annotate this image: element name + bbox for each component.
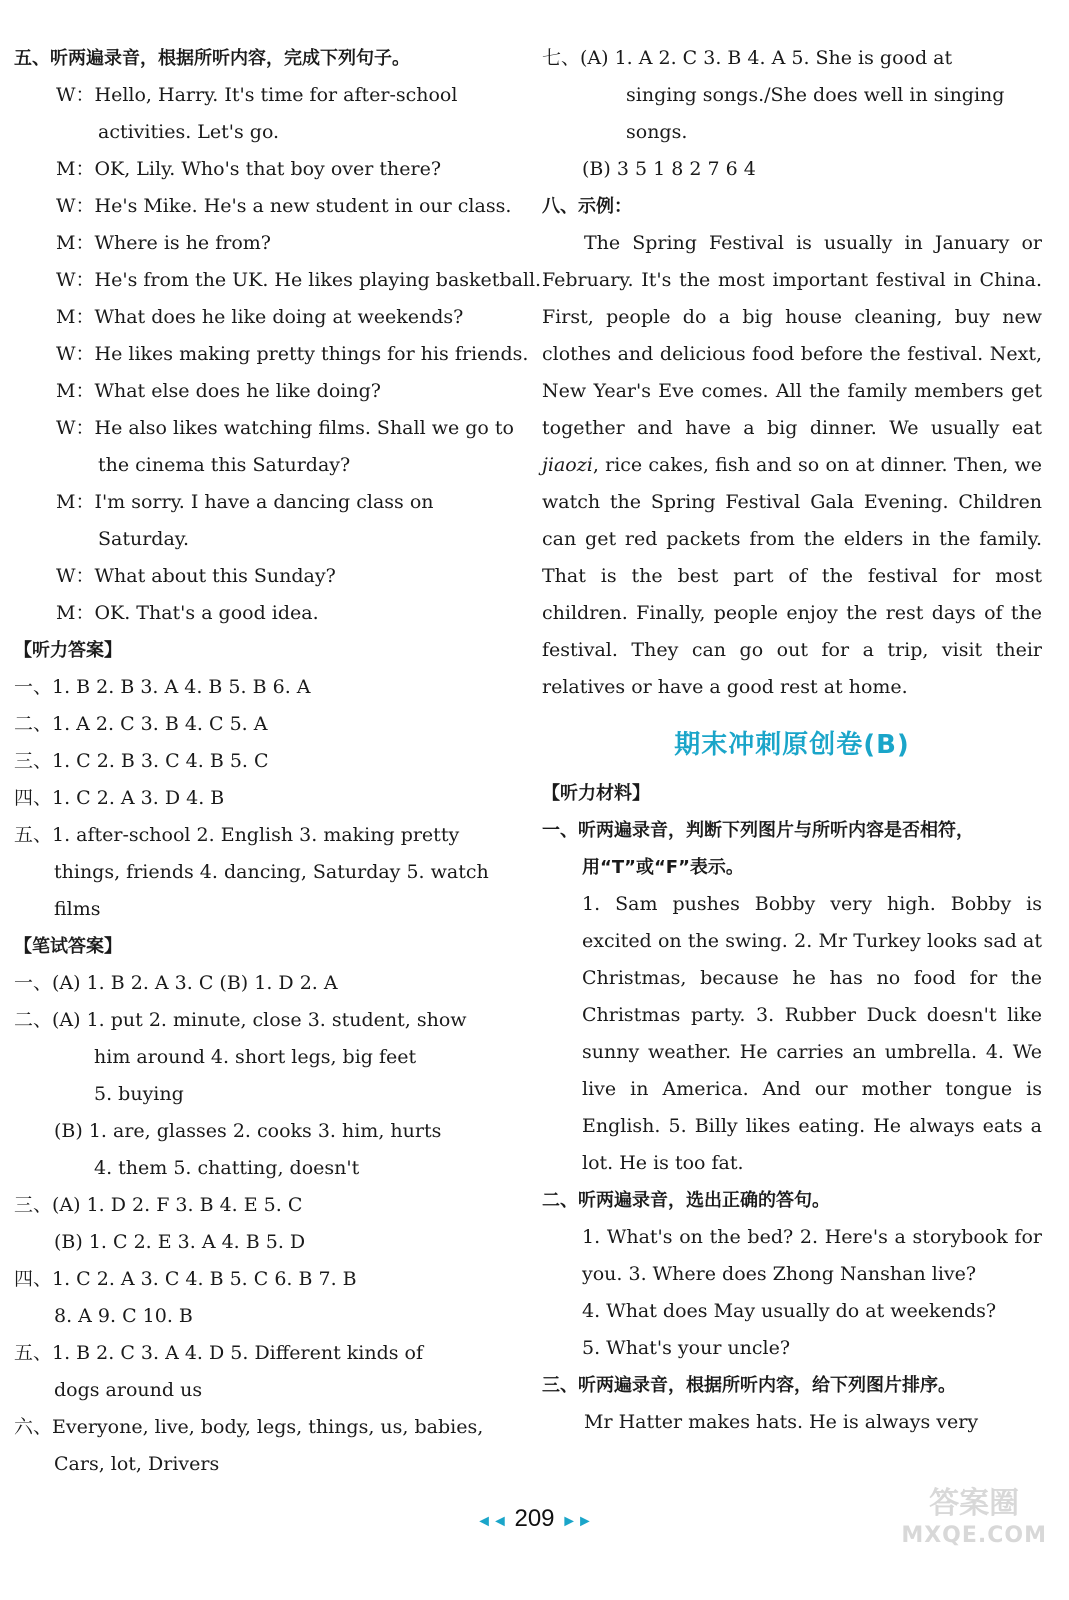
material-3-text bbox=[542, 1404, 1042, 1441]
dialogue-line: W：He likes making pretty things for his friends. bbox=[56, 343, 529, 365]
essay-text: The Spring Festival is usually in January or February. It's the most important festival in China. First, people do a big house cleaning, buy new clothes and delicious food before the festival. Next, New Year's Eve comes. All the family members get together and have a big dinner. We usually eat bbox=[542, 232, 1042, 439]
dialogue-line: the cinema this Saturday? bbox=[98, 454, 351, 476]
answer-line: things, friends 4. dancing, Saturday 5. watch bbox=[54, 861, 489, 883]
answer-line: 三、(A) 1. D 2. F 3. B 4. E 5. C bbox=[14, 1194, 303, 1216]
listening-material-header: 【听力材料】 bbox=[542, 783, 650, 804]
dialogue-line: M：OK. That's a good idea. bbox=[56, 602, 319, 624]
material-2-title: 二、听两遍录音，选出正确的答句。 bbox=[542, 1190, 830, 1211]
right-arrows-icon: ►► bbox=[561, 1513, 593, 1530]
left-arrows-icon: ◄◄ bbox=[476, 1513, 508, 1530]
section-8-title: 八、示例： bbox=[542, 196, 632, 217]
answer-line: singing songs./She does well in singing bbox=[626, 84, 1005, 106]
written-answers-header: 【笔试答案】 bbox=[14, 936, 122, 957]
answer-line: 二、(A) 1. put 2. minute, close 3. student, show bbox=[14, 1009, 467, 1031]
answer-line: 三、1. C 2. B 3. C 4. B 5. C bbox=[14, 750, 269, 772]
answer-line: 一、1. B 2. B 3. A 4. B 5. B 6. A bbox=[14, 676, 311, 698]
left-column bbox=[14, 40, 542, 1483]
answer-line: 一、(A) 1. B 2. A 3. C (B) 1. D 2. A bbox=[14, 972, 338, 994]
section-title: 期末冲刺原创卷(B) bbox=[674, 730, 910, 760]
dialogue-line: M：What else does he like doing? bbox=[56, 380, 381, 402]
section-5-title: 五、听两遍录音，根据所听内容，完成下列句子。 bbox=[14, 48, 410, 69]
answer-line: (B) 1. are, glasses 2. cooks 3. him, hurts bbox=[54, 1120, 442, 1142]
answer-line: him around 4. short legs, big feet bbox=[94, 1046, 417, 1068]
answer-line: films bbox=[54, 898, 101, 920]
dialogue-line: M：What does he like doing at weekends? bbox=[56, 306, 464, 328]
dialogue-line: Saturday. bbox=[98, 528, 190, 550]
material-3-line: Mr Hatter makes hats. He is always very bbox=[584, 1411, 979, 1433]
answer-line: (B) 3 5 1 8 2 7 6 4 bbox=[582, 158, 756, 180]
answer-line: dogs around us bbox=[54, 1379, 203, 1401]
answer-line: 五、1. after-school 2. English 3. making pretty bbox=[14, 824, 460, 846]
dialogue-line: W：Hello, Harry. It's time for after-school bbox=[56, 84, 458, 106]
answer-line: (B) 1. C 2. E 3. A 4. B 5. D bbox=[54, 1231, 306, 1253]
watermark-bottom: MXQE.COM bbox=[901, 1523, 1047, 1548]
answer-line: 六、Everyone, live, body, legs, things, us, babies, bbox=[14, 1416, 484, 1438]
listening-answers-header: 【听力答案】 bbox=[14, 640, 122, 661]
essay-text: , rice cakes, fish and so on at dinner. Then, we watch the Spring Festival Gala Evening. Children can get red packets from the elders in the family. That is the best part of the festival for most children. Finally, people enjoy the rest days of the festival. They can go out for a trip, visit their relatives or have a good rest at home. bbox=[542, 454, 1042, 698]
material-1-title-cont: 用“T”或“F”表示。 bbox=[582, 857, 744, 878]
right-column bbox=[542, 40, 1042, 1441]
dialogue-line: activities. Let's go. bbox=[98, 121, 280, 143]
material-1-title: 一、听两遍录音，判断下列图片与所听内容是否相符， bbox=[542, 820, 974, 841]
answer-line: 四、1. C 2. A 3. D 4. B bbox=[14, 787, 225, 809]
answer-line: 五、1. B 2. C 3. A 4. D 5. Different kinds of bbox=[14, 1342, 423, 1364]
essay-italic-word: jiaozi bbox=[542, 454, 593, 476]
material-2-line: 4. What does May usually do at weekends? bbox=[582, 1300, 997, 1322]
answer-line: 8. A 9. C 10. B bbox=[54, 1305, 193, 1327]
material-1-text: 1. Sam pushes Bobby very high. Bobby is excited on the swing. 2. Mr Turkey looks sad at Christmas, because he has no food for the Christmas party. 3. Rubber Duck doesn't like sunny weather. He carries an umbrella. 4. We live in America. And our mother tongue is English. 5. Billy likes eating. He always eats a lot. He is too fat. bbox=[582, 893, 1042, 1174]
watermark-top: 答案圈 bbox=[929, 1486, 1020, 1521]
dialogue-line: M：OK, Lily. Who's that boy over there? bbox=[56, 158, 442, 180]
sample-essay bbox=[542, 225, 1042, 706]
dialogue-line: W：He's from the UK. He likes playing basketball. bbox=[56, 269, 542, 291]
page-number: 209 bbox=[514, 1505, 555, 1532]
material-2-text: 1. What's on the bed? 2. Here's a storybook for you. 3. Where does Zhong Nanshan live? bbox=[582, 1226, 1042, 1285]
answer-line: Cars, lot, Drivers bbox=[54, 1453, 220, 1475]
material-3-title: 三、听两遍录音，根据所听内容，给下列图片排序。 bbox=[542, 1375, 956, 1396]
dialogue-line: M：I'm sorry. I have a dancing class on bbox=[56, 491, 434, 513]
answer-line: 二、1. A 2. C 3. B 4. C 5. A bbox=[14, 713, 268, 735]
answer-line: 5. buying bbox=[94, 1083, 184, 1105]
dialogue-line: M：Where is he from? bbox=[56, 232, 271, 254]
answer-line: 七、(A) 1. A 2. C 3. B 4. A 5. She is good at bbox=[542, 47, 953, 69]
answer-line: songs. bbox=[626, 121, 688, 143]
answer-line: 四、1. C 2. A 3. C 4. B 5. C 6. B 7. B bbox=[14, 1268, 357, 1290]
dialogue-line: W：He also likes watching films. Shall we go to bbox=[56, 417, 514, 439]
watermark-logo bbox=[901, 1488, 1047, 1552]
answer-line: 4. them 5. chatting, doesn't bbox=[94, 1157, 360, 1179]
dialogue-line: W：What about this Sunday? bbox=[56, 565, 336, 587]
material-2-line: 5. What's your uncle? bbox=[582, 1337, 791, 1359]
dialogue-line: W：He's Mike. He's a new student in our class. bbox=[56, 195, 512, 217]
